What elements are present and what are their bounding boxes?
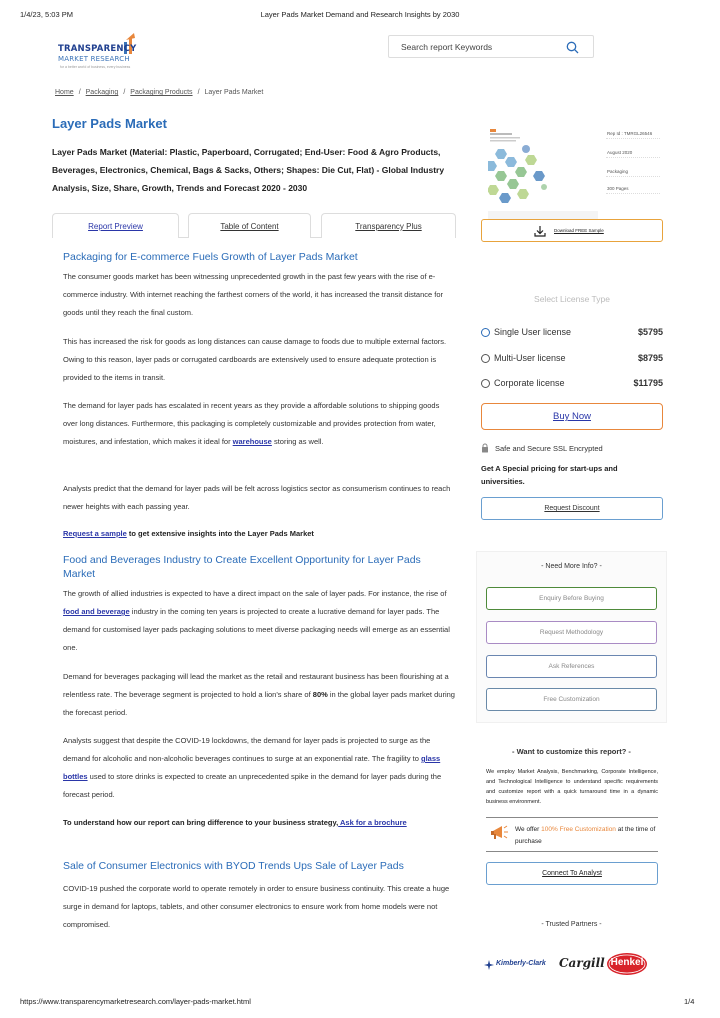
print-doc-title: Layer Pads Market Demand and Research Insights by 2030 bbox=[260, 10, 460, 19]
partner-logo-kimberly-clark: Kimberly-Clark bbox=[484, 952, 550, 976]
brochure-cta: To understand how our report can bring difference to your business strategy, Ask for a brochure bbox=[63, 818, 407, 827]
connect-analyst-button[interactable]: Connect To Analyst bbox=[486, 862, 658, 885]
license-option-single[interactable]: Single User license $5795 bbox=[481, 327, 663, 341]
logo-line2: MARKET RESEARCH bbox=[58, 55, 130, 63]
license-option-corporate[interactable]: Corporate license $11795 bbox=[481, 378, 663, 392]
license-header: Select License Type bbox=[534, 294, 610, 304]
report-category: Packaging bbox=[607, 169, 629, 174]
radio-icon[interactable] bbox=[481, 379, 490, 388]
report-cover-image bbox=[488, 127, 598, 219]
report-pages: 300 Pages bbox=[607, 186, 629, 191]
section1-heading: Packaging for E-commerce Fuels Growth of Layer Pads Market bbox=[63, 251, 358, 263]
special-pricing-note: Get A Special pricing for start-ups and universities. bbox=[481, 464, 618, 486]
radio-icon[interactable] bbox=[481, 328, 490, 337]
megaphone-icon bbox=[490, 824, 510, 842]
tab-table-of-content[interactable]: Table of Content bbox=[188, 213, 311, 238]
ask-references-button[interactable]: Ask References bbox=[486, 655, 657, 678]
report-full-title: Layer Pads Market (Material: Plastic, Paperboard, Corrugated; End-User: Food & Agro Products, Beverages, Electronics, Chemical, Bags & Sacks, Others; Shapes: Die Cut, Flat) - Global Industry Analysis, Size, Share, Growth, Trends and Forecast 2020 - 2030 bbox=[52, 147, 445, 193]
section3-heading: Sale of Consumer Electronics with BYOD Trends Ups Sale of Layer Pads bbox=[63, 860, 404, 872]
license-option-multi[interactable]: Multi-User license $8795 bbox=[481, 353, 663, 367]
download-sample-label: Download FREE Sample bbox=[554, 228, 604, 233]
download-sample-button[interactable] bbox=[481, 219, 663, 242]
lock-icon bbox=[481, 443, 489, 453]
print-page: 1/4 bbox=[684, 997, 695, 1006]
partner-logo-henkel: Henkel bbox=[606, 952, 648, 976]
search-input[interactable] bbox=[389, 36, 559, 57]
section1-para2: This has increased the risk for goods as long distances can cause damage to foods due to multiple external factors. Owing to this reason, layer pads or corrugated cardboards are extensively used to ensure adequate protection is provided to the items in transit. bbox=[63, 337, 447, 382]
breadcrumb-packaging-products[interactable]: Packaging Products bbox=[130, 89, 193, 96]
section2-para2: Demand for beverages packaging will lead the market as the retail and restaurant business has been flourishing at a relentless rate. The beverage segment is projected to hold a lion's share of 80% in the global layer pads market during the forecast period. bbox=[63, 672, 455, 717]
ssl-note: Safe and Secure SSL Encrypted bbox=[481, 443, 603, 453]
buy-now-button[interactable]: Buy Now bbox=[481, 403, 663, 430]
breadcrumb-current: Layer Pads Market bbox=[204, 89, 264, 96]
tab-transparency-plus[interactable]: Transparency Plus bbox=[321, 213, 456, 238]
sample-cta: Request a sample to get extensive insights into the Layer Pads Market bbox=[63, 529, 314, 538]
logo-line1: TRANSPARENCY bbox=[58, 44, 137, 54]
report-date: August 2020 bbox=[607, 150, 633, 155]
need-info-header: - Need More Info? - bbox=[541, 563, 602, 570]
food-beverage-link[interactable]: food and beverage bbox=[63, 607, 130, 616]
section3-para1: COVID-19 pushed the corporate world to operate remotely in order to ensure business continuity. This create a huge surge in demand for laptops, tablets, and other consumer electronics to ensure work from home models were not compromised. bbox=[63, 884, 450, 929]
page-title: Layer Pads Market bbox=[52, 116, 167, 131]
warehouse-link[interactable]: warehouse bbox=[232, 437, 272, 446]
search-box bbox=[388, 35, 594, 58]
section2-para3: Analysts suggest that despite the COVID-19 lockdowns, the demand for layer pads is projected to surge as the demand for alcoholic and non-alcoholic beverages continues to surge at an exponential rate. The fragility to glass bottles used to store drinks is expected to create an unprecedented spike in the demand for layer pads during the forecast period. bbox=[63, 736, 442, 799]
request-sample-link[interactable]: Request a sample bbox=[63, 529, 127, 538]
request-methodology-button[interactable]: Request Methodology bbox=[486, 621, 657, 644]
print-datetime: 1/4/23, 5:03 PM bbox=[20, 10, 73, 19]
customize-text: We employ Market Analysis, Benchmarking, Corporate Intelligence, and Technological Intelligence to understand specific requirements and customize report with a quick turnaround time in a dynamic business environment. bbox=[486, 769, 658, 805]
logo-tagline: for a better world of business, every business bbox=[60, 65, 131, 69]
glass-bottles-link[interactable]: glass bottles bbox=[63, 754, 441, 781]
report-id: Rep Id : TMRGL26546 bbox=[607, 131, 653, 136]
section1-para4: Analysts predict that the demand for layer pads will be felt across logistics sector as consumerism continues to reach newer heights with each passing year. bbox=[63, 484, 451, 511]
partner-logo-cargill: Cargill bbox=[559, 956, 605, 970]
download-icon bbox=[534, 225, 546, 237]
free-customization-button[interactable]: Free Customization bbox=[486, 688, 657, 711]
section2-heading: Food and Beverages Industry to Create Excellent Opportunity for Layer Pads Market bbox=[63, 554, 421, 580]
print-url: https://www.transparencymarketresearch.com/layer-pads-market.html bbox=[20, 997, 251, 1006]
partners-header: - Trusted Partners - bbox=[541, 921, 602, 928]
section2-para1: The growth of allied industries is expected to have a direct impact on the sale of layer pads. For instance, the rise of food and beverage industry in the coming ten years is projected to create a lucrative demand for layer pads. The demand for customised layer pads packaging solutions to meet diverse packaging needs will emerge as an essential one. bbox=[63, 589, 450, 652]
breadcrumb-packaging[interactable]: Packaging bbox=[85, 89, 119, 96]
site-logo[interactable] bbox=[56, 32, 140, 72]
ask-brochure-link[interactable]: Ask for a brochure bbox=[338, 818, 407, 827]
breadcrumb: Home / Packaging / Packaging Products / Layer Pads Market bbox=[55, 89, 264, 96]
enquiry-before-buying-button[interactable]: Enquiry Before Buying bbox=[486, 587, 657, 610]
kimberly-clark-icon bbox=[484, 960, 494, 970]
request-discount-button[interactable]: Request Discount bbox=[481, 497, 663, 520]
tab-report-preview[interactable]: Report Preview bbox=[52, 213, 179, 238]
section1-para3: The demand for layer pads has escalated in recent years as they provide a affordable solutions to shipping goods over long distances. Furthermore, this packaging is completely customizable and provides protection from water, moistures, and infestation, which makes it ideal for warehouse storing as well. bbox=[63, 401, 440, 446]
search-icon[interactable] bbox=[566, 41, 579, 54]
section1-para1: The consumer goods market has been witnessing unprecedented growth in the past few years with the rise of e-commerce industry. With internet reaching the farthest corners of the world, it has increased the transit distance for goods until they reach the final custom. bbox=[63, 272, 444, 317]
customize-header: - Want to customize this report? - bbox=[512, 747, 631, 756]
breadcrumb-home[interactable]: Home bbox=[55, 89, 74, 96]
radio-icon[interactable] bbox=[481, 354, 490, 363]
customization-offer: We offer 100% Free Customization at the time of purchase bbox=[515, 826, 656, 845]
